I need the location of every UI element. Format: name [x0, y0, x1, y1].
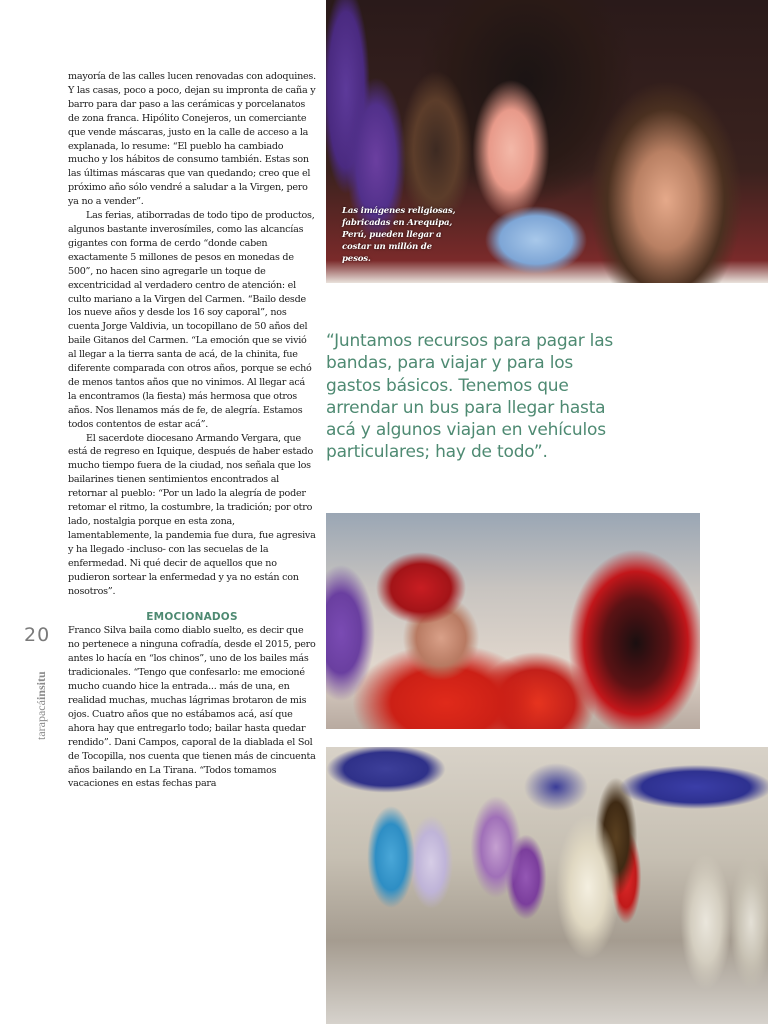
publication-name-part1: tarapacá: [34, 700, 48, 740]
pull-quote: “Juntamos recursos para pagar las bandas, para viajar y para los gastos básicos. Tenemos que arrendar un bus para llegar hasta acá y algunos viajan en vehículos particulares; hay de todo”.: [326, 331, 614, 463]
photo-caption: Las imágenes religiosas, fabricadas en Arequipa, Perú, pueden llegar a costar un millón de pesos.: [342, 206, 456, 264]
photo-diablada-dancers: [326, 513, 700, 729]
section-subhead: EMOCIONADOS: [146, 611, 238, 624]
article-paragraph: El sacerdote diocesano Armando Vergara, que está de regreso en Iquique, después de haber estado mucho tiempo fuera de la ciudad, nos señala que los bailarines tienen sentimientos encontrados al retornar al pueblo: “Por un lado la alegría de poder retomar el ritmo, la costumbre, la tradición; por otro lado, nostalgia porque en esta zona, lamentablemente, la pandemia fue dura, fue agresiva y ha llegado -incluso- con las secuelas de la enfermedad. Ni qué decir de aquellos que no pudieron sortear la enfermedad y ya no están con nosotros”.: [68, 432, 316, 597]
article-paragraph: mayoría de las calles lucen renovadas con adoquines. Y las casas, poco a poco, dejan su impronta de caña y barro para dar paso a las cerámicas y porcelanatos de zona franca. Hipólito Conejeros, un comerciante que vende máscaras, justo en la calle de acceso a la explanada, lo resume: “El pueblo ha cambiado mucho y los hábitos de consumo también. Estas son las últimas máscaras que van quedando; creo que el próximo año sólo vendré a saludar a la Virgen, pero ya no a vender”.: [68, 71, 316, 208]
publication-name: [34, 671, 49, 740]
page-number: 20: [24, 624, 51, 646]
publication-name-part2: insitu: [34, 671, 48, 701]
photo-street-procession: [326, 747, 768, 1024]
article-paragraph: Franco Silva baila como diablo suelto, es decir que no pertenece a ninguna cofradía, desde el 2015, pero antes lo hacía en “los chinos”, uno de los bailes más tradicionales. “Tengo que confesarlo: me emocioné mucho cuando hice la entrada... más de una, en realidad muchas, muchas lágrimas brotaron de mis ojos. Cuatro años que no estábamos acá, así que ahora hay que entregarlo todo; bailar hasta quedar rendido”. Dani Campos, caporal de la diablada el Sol de Tocopilla, nos cuenta que tienen más de cincuenta años bailando en La Tirana. “Todos tomamos vacaciones en estas fechas para: [68, 625, 316, 790]
photo-religious-figurines: [326, 0, 768, 283]
article-paragraph: Las ferias, atiborradas de todo tipo de productos, algunos bastante inverosímiles, como las alcancías gigantes con forma de cerdo “donde caben exactamente 5 millones de pesos en monedas de 500”, no hacen sino agregarle un toque de excentricidad al verdadero centro de atención: el culto mariano a la Virgen del Carmen. “Bailo desde los nueve años y desde los 16 soy caporal”, nos cuenta Jorge Valdivia, un tocopillano de 50 años del baile Gitanos del Carmen. “La emoción que se vivió al llegar a la tierra santa de acá, de la chinita, fue diferente comparada con otros años, porque se echó de menos tantos años que no vinimos. Al llegar acá la encontramos (la fiesta) más hermosa que otros años. Nos llenamos más de fe, de alegría. Estamos todos contentos de estar acá”.: [68, 210, 315, 430]
article-column: [68, 70, 316, 791]
